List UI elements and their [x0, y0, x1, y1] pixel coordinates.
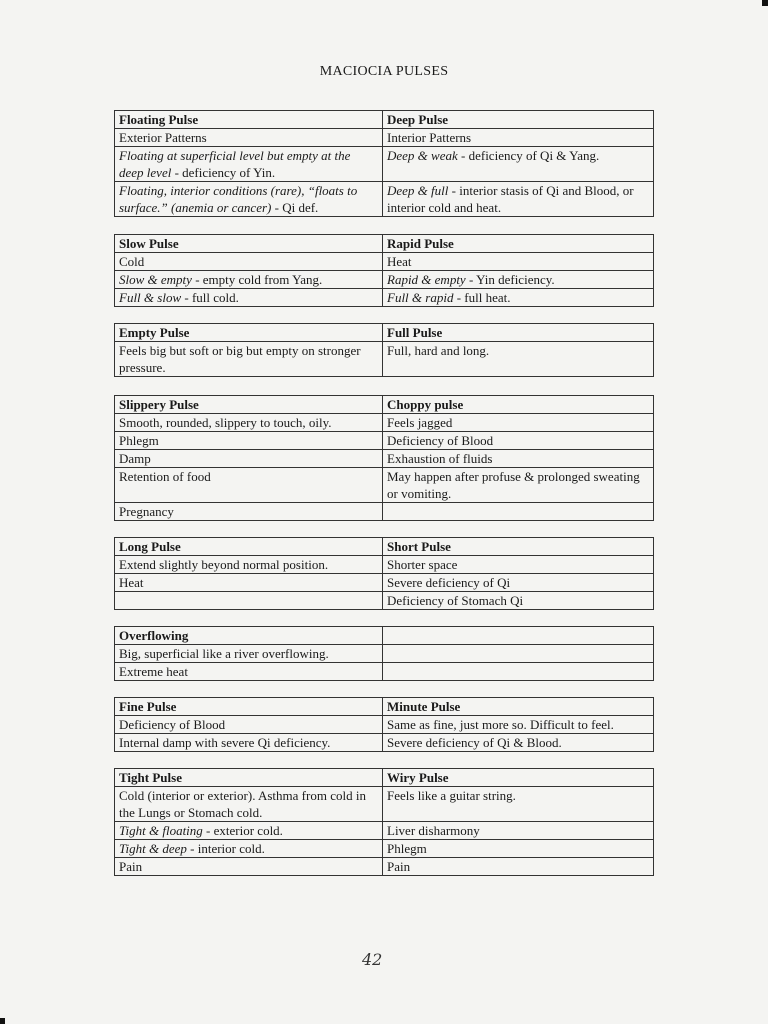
cell-text: Full, hard and long.	[387, 343, 490, 358]
table-cell	[383, 450, 654, 468]
cell-emphasis: Deep & weak	[387, 148, 458, 163]
table-row	[115, 129, 654, 147]
cell-text: Cold (interior or exterior). Asthma from cold in the Lungs or Stomach cold.	[119, 788, 366, 820]
table-cell	[115, 734, 383, 752]
table-cell	[115, 716, 383, 734]
table-cell	[383, 716, 654, 734]
pulse-table-long-short	[114, 537, 654, 610]
table-header-row	[115, 769, 654, 787]
table-row	[115, 734, 654, 752]
header-cell: Long Pulse	[115, 538, 383, 556]
cell-text: Pregnancy	[119, 504, 174, 519]
cell-text: - interior cold.	[186, 841, 265, 856]
table-cell	[115, 787, 383, 822]
scan-edge-mark	[762, 0, 768, 6]
table-header-row	[115, 396, 654, 414]
cell-text: - exterior cold.	[202, 823, 283, 838]
table-cell	[115, 663, 383, 681]
table-cell	[383, 556, 654, 574]
cell-text: - Qi def.	[271, 200, 319, 215]
table-cell	[383, 432, 654, 450]
cell-text: Feels like a guitar string.	[387, 788, 516, 803]
table-cell	[115, 468, 383, 503]
table-cell	[383, 503, 654, 521]
table-cell	[383, 840, 654, 858]
cell-text: Feels big but soft or big but empty on stronger pressure.	[119, 343, 361, 375]
header-cell: Full Pulse	[383, 324, 654, 342]
table-header-row	[115, 698, 654, 716]
table-row	[115, 787, 654, 822]
cell-text: - full heat.	[453, 290, 511, 305]
cell-text: Interior Patterns	[387, 130, 472, 145]
cell-text: - full cold.	[181, 290, 239, 305]
header-cell: Slow Pulse	[115, 235, 383, 253]
table-cell	[115, 129, 383, 147]
scan-edge-mark	[0, 1018, 5, 1024]
pulse-table-floating-deep	[114, 110, 654, 217]
cell-text: Retention of food	[119, 469, 211, 484]
table-cell	[383, 574, 654, 592]
table-cell	[115, 414, 383, 432]
table-cell	[383, 289, 654, 307]
table-row	[115, 342, 654, 377]
table-row	[115, 147, 654, 182]
cell-text: Exhaustion of fluids	[387, 451, 493, 466]
table-cell	[383, 253, 654, 271]
table-row	[115, 663, 654, 681]
cell-text: Cold	[119, 254, 145, 269]
header-cell: Minute Pulse	[383, 698, 654, 716]
table-cell	[383, 468, 654, 503]
table-cell	[115, 271, 383, 289]
table-row	[115, 271, 654, 289]
pulse-table-overflowing	[114, 626, 654, 681]
header-cell	[383, 627, 654, 645]
cell-text: Same as fine, just more so. Difficult to feel.	[387, 717, 614, 732]
table-row	[115, 592, 654, 610]
pulse-table-slippery-choppy	[114, 395, 654, 521]
table-row	[115, 289, 654, 307]
pulse-table-tight-wiry	[114, 768, 654, 876]
table-cell	[115, 858, 383, 876]
table-header-row	[115, 324, 654, 342]
table-cell	[383, 663, 654, 681]
table-cell	[115, 432, 383, 450]
cell-text: Severe deficiency of Qi	[387, 575, 511, 590]
cell-text: - interior stasis of Qi and Blood, or interior cold and heat.	[387, 183, 634, 215]
table-cell	[383, 147, 654, 182]
table-cell	[383, 645, 654, 663]
table-header-row	[115, 538, 654, 556]
cell-text: Deficiency of Blood	[387, 433, 494, 448]
table-cell	[383, 342, 654, 377]
cell-text: Heat	[119, 575, 144, 590]
table-header-row	[115, 627, 654, 645]
table-cell	[115, 645, 383, 663]
cell-text: Deficiency of Blood	[119, 717, 226, 732]
table-row	[115, 822, 654, 840]
table-cell	[115, 503, 383, 521]
header-cell: Deep Pulse	[383, 111, 654, 129]
table-cell	[383, 822, 654, 840]
table-cell	[115, 450, 383, 468]
table-cell	[115, 289, 383, 307]
header-cell: Tight Pulse	[115, 769, 383, 787]
table-row	[115, 574, 654, 592]
table-cell	[115, 574, 383, 592]
cell-text: Extreme heat	[119, 664, 188, 679]
table-header-row	[115, 235, 654, 253]
table-cell	[383, 734, 654, 752]
cell-text: Internal damp with severe Qi deficiency.	[119, 735, 331, 750]
page-title: MACIOCIA PULSES	[319, 64, 449, 79]
pulse-table-fine-minute	[114, 697, 654, 752]
table-row	[115, 182, 654, 217]
cell-text: Damp	[119, 451, 151, 466]
table-header-row	[115, 111, 654, 129]
pulse-table-empty-full	[114, 323, 654, 377]
cell-text: May happen after profuse & prolonged sweating or vomiting.	[387, 469, 640, 501]
table-row	[115, 468, 654, 503]
table-cell	[115, 342, 383, 377]
cell-emphasis: Deep & full	[387, 183, 449, 198]
cell-text: Big, superficial like a river overflowing.	[119, 646, 329, 661]
table-cell	[115, 556, 383, 574]
cell-emphasis: Full & rapid	[387, 290, 454, 305]
cell-text: - deficiency of Qi & Yang.	[457, 148, 600, 163]
cell-text: Heat	[387, 254, 412, 269]
table-cell	[115, 840, 383, 858]
cell-text: Severe deficiency of Qi & Blood.	[387, 735, 562, 750]
header-cell: Empty Pulse	[115, 324, 383, 342]
table-row	[115, 840, 654, 858]
table-cell	[383, 271, 654, 289]
table-cell	[383, 414, 654, 432]
cell-text: Smooth, rounded, slippery to touch, oily.	[119, 415, 332, 430]
header-cell: Wiry Pulse	[383, 769, 654, 787]
table-row	[115, 503, 654, 521]
cell-emphasis: Full & slow	[119, 290, 182, 305]
table-row	[115, 432, 654, 450]
table-row	[115, 645, 654, 663]
table-row	[115, 253, 654, 271]
header-cell: Floating Pulse	[115, 111, 383, 129]
header-cell: Overflowing	[115, 627, 383, 645]
cell-text: Deficiency of Stomach Qi	[387, 593, 524, 608]
table-cell	[115, 592, 383, 610]
header-cell: Choppy pulse	[383, 396, 654, 414]
cell-emphasis: Tight & floating	[119, 823, 203, 838]
pulse-table-slow-rapid	[114, 234, 654, 307]
cell-text: Phlegm	[387, 841, 427, 856]
table-row	[115, 858, 654, 876]
table-cell	[115, 147, 383, 182]
table-cell	[115, 822, 383, 840]
table-cell	[383, 787, 654, 822]
cell-emphasis: Rapid & empty	[387, 272, 466, 287]
header-cell: Slippery Pulse	[115, 396, 383, 414]
cell-text: - Yin deficiency.	[465, 272, 555, 287]
cell-text: Phlegm	[119, 433, 159, 448]
table-cell	[383, 129, 654, 147]
header-cell: Short Pulse	[383, 538, 654, 556]
table-cell	[383, 182, 654, 217]
cell-text: Extend slightly beyond normal position.	[119, 557, 329, 572]
page-number: 42	[362, 950, 383, 969]
table-row	[115, 716, 654, 734]
cell-emphasis: Tight & deep	[119, 841, 187, 856]
table-cell	[115, 253, 383, 271]
header-cell: Fine Pulse	[115, 698, 383, 716]
table-row	[115, 414, 654, 432]
cell-text: - empty cold from Yang.	[191, 272, 323, 287]
header-cell: Rapid Pulse	[383, 235, 654, 253]
cell-text: Pain	[387, 859, 411, 874]
table-cell	[383, 858, 654, 876]
table-cell	[115, 182, 383, 217]
cell-emphasis: Slow & empty	[119, 272, 192, 287]
cell-text: Feels jagged	[387, 415, 453, 430]
cell-text: Liver disharmony	[387, 823, 480, 838]
cell-emphasis: Floating, interior conditions (rare), “floats to surface.” (anemia or cancer)	[119, 183, 358, 215]
cell-text: Exterior Patterns	[119, 130, 207, 145]
cell-emphasis: Floating at superficial level but empty at the deep level	[119, 148, 351, 180]
table-cell	[383, 592, 654, 610]
cell-text: Pain	[119, 859, 143, 874]
cell-text: Shorter space	[387, 557, 458, 572]
table-row	[115, 556, 654, 574]
table-row	[115, 450, 654, 468]
cell-text: - deficiency of Yin.	[171, 165, 276, 180]
